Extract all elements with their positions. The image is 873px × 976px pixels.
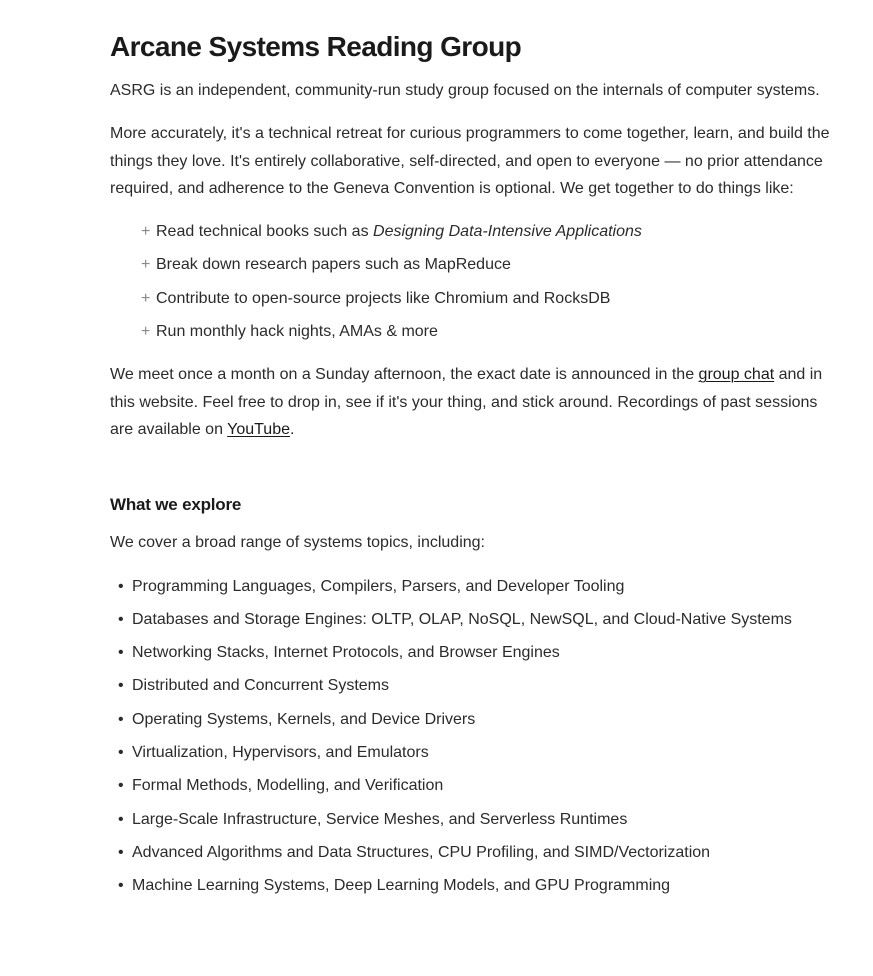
topic-item: [118, 839, 832, 866]
meeting-text-3: .: [290, 420, 295, 438]
topic-text: Networking Stacks, Internet Protocols, and Browser Engines: [132, 644, 560, 662]
topic-item: [118, 639, 832, 666]
intro-paragraph: ASRG is an independent, community-run study group focused on the internals of computer systems.: [110, 82, 820, 99]
activity-text: Break down research papers such as MapReduce: [156, 256, 511, 274]
plus-marker-icon: +: [141, 323, 151, 341]
topic-item: [118, 872, 832, 899]
topic-text: Databases and Storage Engines: OLTP, OLAP, NoSQL, NewSQL, and Cloud-Native Systems: [132, 610, 792, 628]
youtube-link[interactable]: YouTube: [227, 420, 290, 438]
bullet-icon: •: [118, 577, 124, 595]
book-title: Designing Data-Intensive Applications: [373, 223, 642, 241]
plus-marker-icon: +: [141, 223, 151, 241]
topic-item: [118, 573, 832, 600]
topic-item: [118, 606, 832, 633]
bullet-icon: •: [118, 710, 124, 728]
meeting-text-2: and in this website. Feel free to drop in, see if it's your thing, and stick around. Recordings of past sessions are available on: [110, 366, 823, 438]
topic-text: Virtualization, Hypervisors, and Emulators: [132, 744, 429, 762]
bullet-icon: •: [118, 810, 124, 828]
bullet-icon: •: [118, 677, 124, 695]
topic-item: [118, 706, 832, 733]
group-chat-link[interactable]: group chat: [698, 366, 775, 384]
page-title: Arcane Systems Reading Group: [110, 31, 522, 62]
topic-text: Programming Languages, Compilers, Parsers, and Developer Tooling: [132, 577, 625, 595]
explore-intro: We cover a broad range of systems topics, including:: [110, 534, 485, 552]
meeting-paragraph: [110, 361, 832, 443]
retreat-paragraph: More accurately, it's a technical retreat for curious programmers to come together, learn, and build the things they love. It's entirely collaborative, self-directed, and open to everyone — no prior attendance required, and adherence to the Geneva Convention is optional. We get together to do things like:: [110, 125, 830, 197]
plus-marker-icon: +: [141, 256, 151, 274]
topic-text: Machine Learning Systems, Deep Learning Models, and GPU Programming: [132, 877, 671, 895]
topic-text: Operating Systems, Kernels, and Device Drivers: [132, 710, 476, 728]
activity-item: [141, 285, 832, 312]
topic-item: [118, 739, 832, 766]
bullet-icon: •: [118, 843, 124, 861]
activity-item: [141, 318, 832, 345]
bullet-icon: •: [118, 777, 124, 795]
activity-item: [141, 251, 832, 278]
activity-text: Run monthly hack nights, AMAs & more: [156, 323, 438, 341]
activities-list: [110, 218, 832, 345]
topic-item: [118, 772, 832, 799]
activity-text: Read technical books such as: [156, 223, 374, 241]
activity-text: Contribute to open-source projects like Chromium and RocksDB: [156, 289, 611, 307]
bullet-icon: •: [118, 644, 124, 662]
topic-text: Formal Methods, Modelling, and Verification: [132, 777, 444, 795]
bullet-icon: •: [118, 877, 124, 895]
topic-text: Large-Scale Infrastructure, Service Meshes, and Serverless Runtimes: [132, 810, 628, 828]
main-content: [110, 28, 832, 906]
meeting-text-1: We meet once a month on a Sunday afternoon, the exact date is announced in the: [110, 366, 699, 384]
explore-heading: What we explore: [110, 495, 242, 515]
topics-list: [110, 573, 832, 900]
topic-item: [118, 672, 832, 699]
bullet-icon: •: [118, 744, 124, 762]
topic-item: [118, 806, 832, 833]
activity-item: [141, 218, 832, 245]
plus-marker-icon: +: [141, 289, 151, 307]
topic-text: Distributed and Concurrent Systems: [132, 677, 389, 695]
topic-text: Advanced Algorithms and Data Structures, CPU Profiling, and SIMD/Vectorization: [132, 843, 711, 861]
bullet-icon: •: [118, 610, 124, 628]
